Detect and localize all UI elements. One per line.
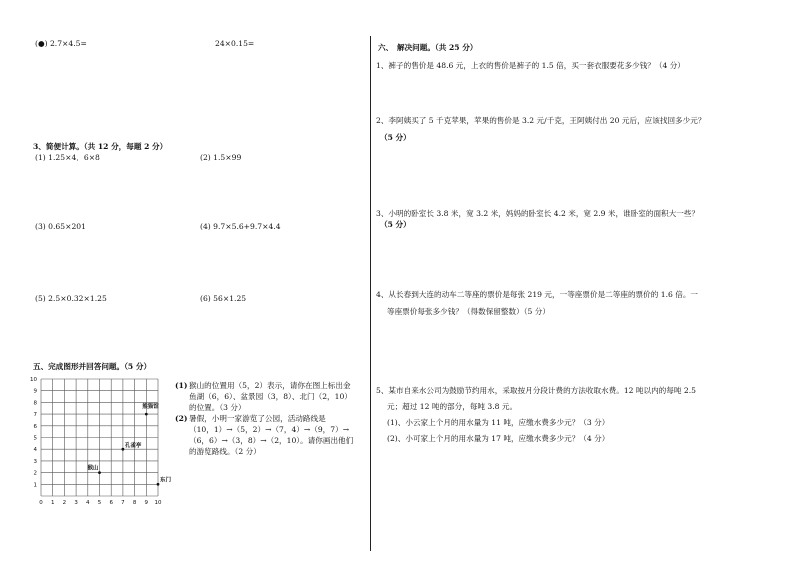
problem-5-line-2: 元；超过 12 吨的部分，每吨 3.8 元。 [387, 402, 518, 411]
x-tick-label: 2 [62, 500, 67, 506]
section5-title: 五、完成图形并回答问题。（5 分） [33, 362, 152, 371]
x-tick-label: 3 [74, 500, 78, 506]
sec3-item-5: (5) 2.5×0.32×1.25 [35, 294, 107, 303]
y-tick-label: 4 [33, 447, 37, 454]
section6-title: 六、 解决问题。（共 25 分） [378, 43, 478, 52]
calc-row-a: (●) 2.7×4.5= [35, 39, 87, 48]
q2-number: (2) [175, 414, 188, 423]
monkey-label: 猴山 [87, 465, 99, 472]
y-tick-label: 3 [33, 458, 37, 465]
problem-5-q2: (2)、小可家上个月的用水量为 17 吨，应缴水费多少元？（4 分） [387, 434, 610, 443]
q2-line-1: 暑假，小明一家游览了公园，活动路线是 [189, 414, 326, 423]
section3-title: 3、简便计算。（共 12 分，每题 2 分） [33, 142, 168, 151]
grid-ticks [30, 377, 162, 506]
problem-3: 3、小明的卧室长 3.8 米，宽 3.2 米，妈妈的卧室长 4.2 米，宽 2.9 米，谁卧室的面积大一些？ [376, 209, 700, 218]
problem-2: 2、李阿姨买了 5 千克苹果，苹果的售价是 3.2 元/千克，王阿姨付出 20 元后，应该找回多少元？ [376, 116, 706, 125]
q1-number: (1) [175, 381, 188, 390]
problem-2-score: （5 分） [380, 133, 411, 142]
sec3-item-4: (4) 9.7×5.6+9.7×4.4 [200, 222, 281, 231]
q1-line-1: 猴山的位置用（5，2）表示，请你在图上标出金 [189, 381, 351, 390]
arena-label: 熊猫馆 [142, 404, 159, 411]
problem-4-line-2: 等座票价每张多少钱？（得数保留整数）（5 分） [387, 307, 550, 316]
x-tick-label: 0 [39, 500, 43, 506]
y-tick-label: 8 [33, 400, 37, 407]
y-tick-label: 5 [33, 435, 37, 442]
grid-points [88, 402, 172, 486]
x-tick-label: 5 [97, 500, 102, 506]
y-tick-label: 9 [33, 388, 37, 395]
arena-point [145, 413, 148, 416]
x-tick-label: 7 [121, 500, 125, 506]
x-tick-label: 9 [144, 500, 149, 506]
coordinate-grid [28, 376, 178, 506]
problem-5-line-1: 5、某市自来水公司为鼓励节约用水，采取按月分段计费的方法收取水费。12 吨以内的每吨 2.5 [376, 386, 696, 395]
sec3-item-6: (6) 56×1.25 [200, 294, 247, 303]
q2-line-4: 的游览路线。（2 分） [189, 447, 261, 456]
y-tick-label: 7 [33, 412, 37, 419]
east_gate-label: 东门 [160, 477, 172, 484]
y-tick-label: 6 [33, 423, 37, 430]
sec3-item-2: (2) 1.5×99 [200, 153, 242, 162]
column-divider [370, 36, 371, 551]
q1-line-2: 鱼湖（6，6）、盆景园（3，8）、北门（2，10） [189, 392, 352, 401]
peacock-label: 孔雀亭 [124, 443, 142, 450]
east_gate-point [157, 483, 160, 486]
x-tick-label: 8 [132, 500, 137, 506]
problem-1: 1、裤子的售价是 48.6 元，上衣的售价是裤子的 1.5 倍，买一套衣服要花多少钱？（4 分） [376, 61, 685, 70]
grid-lines [41, 379, 158, 496]
q2-line-2: （10，1）→（5，2）→（7，4）→（9，7）→ [189, 425, 350, 434]
calc-row-b: 24×0.15= [215, 39, 255, 48]
monkey-point [98, 471, 101, 474]
x-tick-label: 10 [154, 500, 162, 506]
sec3-item-3: (3) 0.65×201 [35, 222, 86, 231]
problem-5-q1: (1)、小云家上个月的用水量为 11 吨，应缴水费多少元？（3 分） [387, 418, 610, 427]
x-tick-label: 4 [86, 500, 90, 506]
problem-4-line-1: 4、从长春到大连的动车二等座的票价是每张 219 元，一等座票价是二等座的票价的 1.6 倍。一 [376, 290, 699, 299]
y-tick-label: 1 [33, 482, 37, 489]
problem-3-score: （5 分） [380, 220, 411, 229]
q1-line-3: 的位置。（3 分） [189, 403, 246, 412]
y-tick-label: 2 [33, 470, 37, 477]
x-tick-label: 1 [50, 500, 55, 506]
sec3-item-1: (1) 1.25×4．6×8 [35, 153, 100, 162]
y-tick-label: 10 [30, 377, 37, 383]
q2-line-3: （6，6）→（3，8）→（2，10）。请你画出他们 [189, 436, 354, 445]
peacock-point [122, 448, 125, 451]
x-tick-label: 6 [109, 500, 113, 506]
